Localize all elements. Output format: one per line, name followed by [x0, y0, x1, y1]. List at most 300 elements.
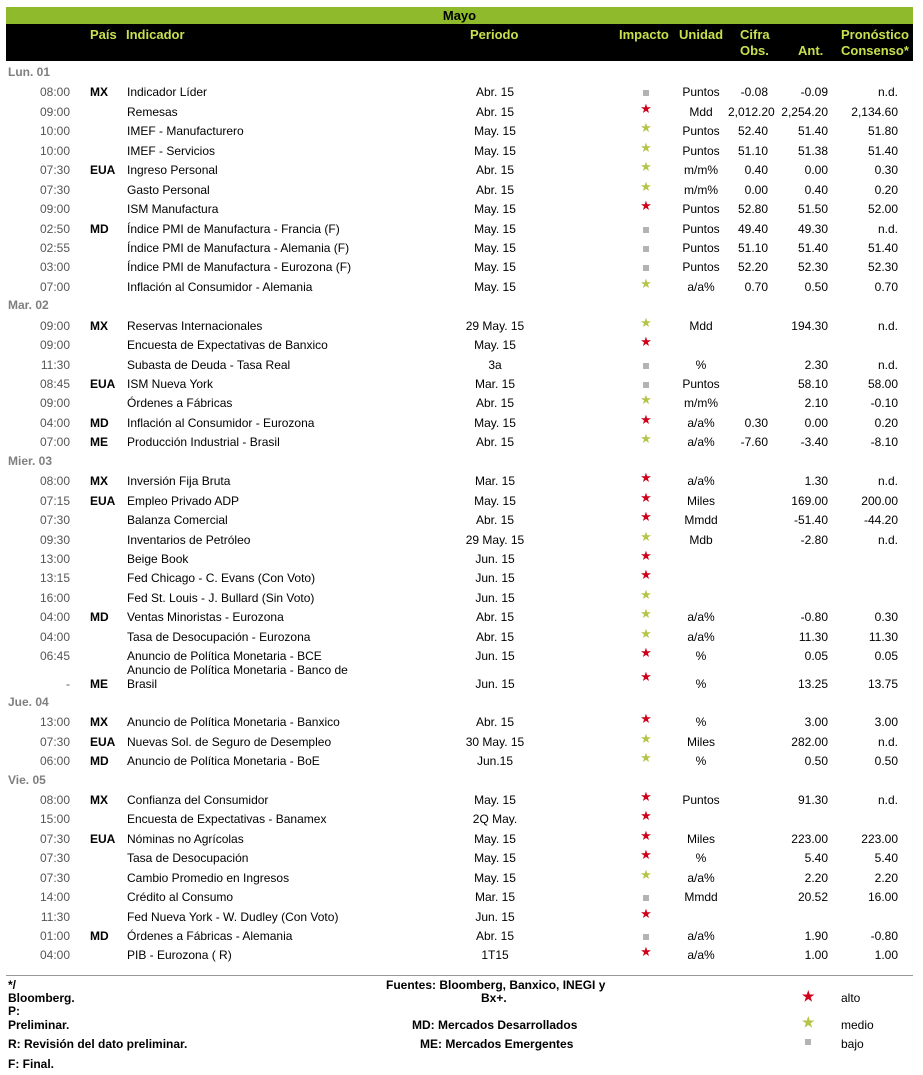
- header-pais: País: [90, 27, 117, 42]
- legend-medium-star-icon: ★: [802, 1014, 815, 1030]
- header-cifra: Cifra: [740, 27, 770, 42]
- event-period: 29 May. 15: [465, 532, 525, 547]
- event-time: 06:00: [39, 754, 70, 769]
- impact-high-icon: ★: [640, 668, 652, 684]
- event-time: 08:00: [39, 85, 70, 100]
- impact-medium-icon: ★: [640, 730, 652, 746]
- event-period: Mar. 15: [474, 377, 516, 391]
- event-country: EUA: [90, 163, 116, 178]
- event-consenso: 2.20: [874, 870, 898, 885]
- event-indicator: Fed St. Louis - J. Bullard (Sin Voto): [127, 590, 315, 605]
- event-cifra-obs: 0.30: [744, 415, 768, 430]
- event-period: Abr. 15: [475, 513, 515, 528]
- event-country: ME: [90, 435, 108, 450]
- event-consenso: 2,134.60: [851, 104, 898, 119]
- event-indicator: Empleo Privado ADP: [127, 493, 240, 508]
- event-period: Abr. 15: [475, 610, 515, 625]
- impact-high-icon: ★: [640, 489, 652, 505]
- event-time: 07:30: [39, 163, 70, 178]
- event-indicator: IMEF - Manufacturero: [127, 124, 244, 139]
- event-cifra-obs: 49.40: [737, 221, 768, 236]
- impact-high-icon: ★: [640, 905, 652, 921]
- event-unit: Puntos: [682, 143, 720, 158]
- event-consenso: 0.20: [874, 182, 898, 197]
- event-anterior: -2.80: [800, 532, 828, 547]
- event-unit: Mmdd: [684, 513, 718, 528]
- event-anterior: -3.40: [800, 435, 828, 450]
- impact-high-icon: ★: [640, 711, 652, 727]
- event-indicator: Nuevas Sol. de Seguro de Desempleo: [127, 734, 332, 749]
- event-consenso: n.d.: [877, 318, 898, 333]
- event-period: 30 May. 15: [465, 734, 525, 749]
- event-country: MD: [90, 929, 109, 944]
- impact-medium-icon: ★: [640, 392, 652, 408]
- event-time: 07:30: [39, 851, 70, 866]
- event-anterior: 3.00: [804, 715, 828, 730]
- legend-low-square-icon: [805, 1039, 811, 1045]
- month-title: Mayo: [6, 7, 913, 24]
- event-period: Jun.15: [476, 754, 514, 769]
- event-indicator: Gasto Personal: [127, 182, 210, 197]
- impact-high-icon: ★: [640, 944, 652, 960]
- table-row: [0, 847, 923, 866]
- event-unit: Mdd: [689, 104, 713, 119]
- event-time: 04:00: [39, 948, 70, 963]
- event-unit: Puntos: [682, 240, 720, 255]
- event-consenso: 51.40: [867, 143, 898, 158]
- table-row: [0, 808, 923, 827]
- event-anterior: 58.10: [797, 377, 828, 391]
- event-period: Jun. 15: [475, 649, 515, 664]
- table-row: [0, 567, 923, 586]
- impact-low-icon: [636, 358, 656, 372]
- impact-high-icon: ★: [640, 645, 652, 661]
- event-cifra-obs: 0.00: [744, 182, 768, 197]
- event-consenso: 52.30: [867, 260, 898, 275]
- event-country: MD: [90, 610, 109, 625]
- event-anterior: 5.40: [804, 851, 828, 866]
- impact-high-icon: ★: [640, 847, 652, 863]
- event-time: 02:55: [39, 240, 70, 255]
- event-period: Abr. 15: [475, 104, 515, 119]
- impact-high-icon: ★: [640, 198, 652, 214]
- event-time: 04:00: [39, 415, 70, 430]
- impact-medium-icon: ★: [640, 159, 652, 175]
- event-anterior: 51.40: [797, 240, 828, 255]
- event-anterior: 51.50: [797, 202, 828, 217]
- event-time: 07:30: [39, 734, 70, 749]
- event-indicator: IMEF - Servicios: [127, 143, 216, 158]
- day-label: Mier. 03: [8, 453, 53, 468]
- event-unit: %: [695, 754, 707, 769]
- event-consenso: -0.80: [870, 929, 898, 944]
- event-unit: Puntos: [682, 85, 720, 100]
- event-unit: a/a%: [687, 629, 715, 644]
- event-anterior: 0.40: [804, 182, 828, 197]
- event-indicator: Cambio Promedio en Ingresos: [127, 870, 290, 885]
- header-indicador: Indicador: [126, 27, 185, 42]
- event-consenso: n.d.: [877, 221, 898, 236]
- event-cifra-obs: 52.40: [737, 124, 768, 139]
- event-indicator: Crédito al Consumo: [127, 890, 234, 905]
- event-cifra-obs: 51.10: [737, 240, 768, 255]
- event-indicator: Tasa de Desocupación: [127, 851, 249, 866]
- event-cifra-obs: -7.60: [740, 435, 768, 450]
- calendar-table: [0, 62, 923, 964]
- table-row: [0, 886, 923, 905]
- table-row: [0, 218, 923, 237]
- table-row: [0, 101, 923, 120]
- event-period: May. 15: [474, 202, 516, 217]
- event-indicator: Indicador Líder: [127, 85, 208, 100]
- event-time: 08:45: [39, 377, 70, 391]
- event-consenso: 51.40: [867, 240, 898, 255]
- event-period: May. 15: [474, 831, 516, 846]
- event-period: Jun. 15: [475, 909, 515, 924]
- event-period: May. 15: [474, 124, 516, 139]
- event-anterior: 1.30: [804, 474, 828, 489]
- event-indicator: Ventas Minoristas - Eurozona: [127, 610, 284, 625]
- event-country: ME: [90, 676, 108, 691]
- table-row: [0, 470, 923, 489]
- event-cifra-obs: 52.80: [737, 202, 768, 217]
- event-period: 29 May. 15: [465, 318, 525, 333]
- event-time: 07:30: [39, 182, 70, 197]
- impact-high-icon: ★: [640, 100, 652, 116]
- event-country: MX: [90, 715, 108, 730]
- day-header: [0, 62, 923, 81]
- day-header: [0, 295, 923, 314]
- event-anterior: 49.30: [797, 221, 828, 236]
- event-unit: Puntos: [682, 792, 720, 807]
- table-row: [0, 412, 923, 431]
- event-country: MX: [90, 792, 108, 807]
- header-obs: Obs.: [740, 43, 769, 58]
- event-time: 07:30: [39, 870, 70, 885]
- event-indicator: Anuncio de Política Monetaria - BCE: [127, 649, 322, 664]
- table-row: [0, 140, 923, 159]
- event-country: EUA: [90, 831, 116, 846]
- event-period: Abr. 15: [475, 85, 515, 100]
- event-time: 13:00: [39, 715, 70, 730]
- event-time: 01:00: [39, 929, 70, 944]
- event-unit: m/m%: [684, 182, 718, 197]
- event-period: May. 15: [474, 851, 516, 866]
- event-anterior: 11.30: [798, 629, 828, 644]
- day-header: [0, 692, 923, 711]
- event-time: 13:00: [39, 551, 70, 566]
- event-time: 09:00: [39, 338, 70, 353]
- event-indicator: Anuncio de Política Monetaria - Banco de: [127, 662, 348, 677]
- event-unit: m/m%: [684, 163, 718, 178]
- event-unit: Miles: [686, 734, 715, 749]
- event-unit: a/a%: [687, 870, 715, 885]
- event-period: Abr. 15: [475, 163, 515, 178]
- note-star-2: Bloomberg.: [8, 991, 75, 1005]
- event-period: Jun. 15: [475, 590, 515, 605]
- event-indicator: Inflación al Consumidor - Alemania: [127, 279, 313, 294]
- note-star-1: */: [8, 978, 17, 992]
- event-consenso: 0.20: [874, 415, 898, 430]
- event-consenso: 5.40: [874, 851, 898, 866]
- event-consenso: n.d.: [877, 792, 898, 807]
- event-consenso: 11.30: [868, 629, 898, 644]
- event-anterior: 1.90: [804, 929, 828, 944]
- event-anterior: -0.80: [800, 610, 828, 625]
- table-row: [0, 179, 923, 198]
- event-indicator: Fed Nueva York - W. Dudley (Con Voto): [127, 909, 339, 924]
- event-unit: a/a%: [687, 948, 715, 963]
- event-time: 10:00: [39, 143, 70, 158]
- event-unit: Puntos: [682, 221, 720, 236]
- event-time: 03:00: [39, 260, 70, 275]
- event-anterior: 169.00: [791, 493, 828, 508]
- event-anterior: 2,254.20: [781, 104, 828, 119]
- impact-high-icon: ★: [640, 509, 652, 525]
- event-unit: Mdb: [689, 532, 713, 547]
- table-row: [0, 906, 923, 925]
- sources-1: Fuentes: Bloomberg, Banxico, INEGI y: [386, 978, 606, 992]
- table-row: [0, 828, 923, 847]
- day-label: Lun. 01: [8, 65, 51, 79]
- event-consenso: -8.10: [870, 435, 898, 450]
- impact-high-icon: ★: [640, 411, 652, 427]
- table-row: [0, 626, 923, 645]
- table-row: [0, 606, 923, 625]
- table-row: [0, 120, 923, 139]
- event-consenso: 0.50: [874, 754, 898, 769]
- event-anterior: 194.30: [791, 318, 828, 333]
- event-indicator: Inventarios de Petróleo: [127, 532, 251, 547]
- event-anterior: 2.30: [804, 357, 828, 372]
- table-row: [0, 925, 923, 944]
- event-period: May. 15: [474, 493, 516, 508]
- event-consenso: 200.00: [861, 493, 898, 508]
- event-anterior: 0.05: [804, 649, 828, 664]
- event-unit: %: [695, 676, 707, 691]
- event-consenso: n.d.: [877, 734, 898, 749]
- event-unit: a/a%: [687, 279, 715, 294]
- event-period: May. 15: [474, 870, 516, 885]
- event-anterior: -0.09: [800, 85, 828, 100]
- event-unit: %: [695, 649, 707, 664]
- event-indicator: Índice PMI de Manufactura - Alemania (F): [127, 240, 350, 255]
- event-anterior: 20.52: [797, 890, 828, 905]
- table-header: [6, 24, 913, 61]
- day-label: Jue. 04: [8, 694, 49, 709]
- event-country: MD: [90, 221, 109, 236]
- table-row: [0, 509, 923, 528]
- event-consenso: 16.00: [867, 890, 898, 905]
- event-period: 1T15: [481, 948, 509, 963]
- footer-divider: [6, 975, 913, 976]
- event-time: 07:30: [39, 831, 70, 846]
- table-row: [0, 490, 923, 509]
- table-row: [0, 711, 923, 730]
- event-unit: Mmdd: [684, 890, 718, 905]
- impact-low-icon: [636, 377, 656, 391]
- event-period: May. 15: [474, 240, 516, 255]
- header-consenso: Consenso*: [841, 43, 909, 58]
- legend-medium-label: medio: [841, 1018, 874, 1032]
- event-consenso: -0.10: [870, 396, 898, 411]
- event-consenso: 3.00: [874, 715, 898, 730]
- event-country: MD: [90, 754, 109, 769]
- event-indicator-line2: Brasil: [127, 676, 158, 691]
- event-consenso: n.d.: [877, 85, 898, 100]
- event-anterior: 282.00: [791, 734, 828, 749]
- event-unit: %: [695, 851, 707, 866]
- event-cifra-obs: 0.70: [744, 279, 768, 294]
- impact-low-icon: [636, 929, 656, 943]
- table-row: [0, 159, 923, 178]
- event-unit: Mdd: [689, 318, 713, 333]
- event-anterior: 13.25: [797, 676, 828, 691]
- impact-medium-icon: ★: [640, 120, 652, 136]
- impact-medium-icon: ★: [640, 586, 652, 602]
- event-period: Abr. 15: [475, 715, 515, 730]
- impact-low-icon: [636, 890, 656, 904]
- event-period: Abr. 15: [475, 929, 515, 944]
- event-consenso: n.d.: [877, 474, 898, 489]
- event-time: 13:15: [39, 571, 70, 586]
- event-country: MX: [90, 85, 108, 100]
- day-header: [0, 451, 923, 470]
- event-anterior: 0.00: [804, 163, 828, 178]
- event-time: 11:30: [40, 909, 70, 924]
- event-consenso: 58.00: [867, 377, 898, 391]
- event-period: Jun. 15: [475, 571, 515, 586]
- table-row: [0, 334, 923, 353]
- table-row: [0, 548, 923, 567]
- event-period: Mar. 15: [474, 474, 516, 489]
- impact-medium-icon: ★: [640, 750, 652, 766]
- event-indicator: Encuesta de Expectativas - Banamex: [127, 812, 327, 827]
- event-time: 04:00: [39, 610, 70, 625]
- note-p-2: Preliminar.: [8, 1018, 70, 1032]
- legend-high-star-icon: ★: [802, 988, 815, 1004]
- day-label: Mar. 02: [8, 298, 49, 313]
- event-indicator: Confianza del Consumidor: [127, 792, 269, 807]
- legend-high-label: alto: [841, 991, 861, 1005]
- event-indicator: Reservas Internacionales: [127, 318, 263, 333]
- sources-2: Bx+.: [481, 991, 507, 1005]
- event-anterior: 91.30: [797, 792, 828, 807]
- event-time: 04:00: [39, 629, 70, 644]
- table-row: [0, 731, 923, 750]
- event-indicator: Anuncio de Política Monetaria - BoE: [127, 754, 320, 769]
- event-time: 08:00: [39, 792, 70, 807]
- impact-medium-icon: ★: [640, 314, 652, 330]
- event-time: 09:30: [39, 532, 70, 547]
- event-indicator: Beige Book: [127, 551, 189, 566]
- legend-me: ME: Mercados Emergentes: [420, 1037, 574, 1051]
- event-time: 09:00: [39, 396, 70, 411]
- event-indicator: Subasta de Deuda - Tasa Real: [127, 357, 291, 372]
- note-r: R: Revisión del dato preliminar.: [8, 1037, 188, 1051]
- table-row: [0, 198, 923, 217]
- event-consenso: 0.05: [874, 649, 898, 664]
- event-unit: a/a%: [687, 415, 715, 430]
- impact-high-icon: ★: [640, 808, 652, 824]
- event-unit: Puntos: [682, 124, 720, 139]
- note-p-1: P:: [8, 1004, 20, 1018]
- event-period: Jun. 15: [475, 676, 515, 691]
- event-time: -: [66, 676, 70, 691]
- event-period: May. 15: [474, 221, 516, 236]
- event-indicator: ISM Nueva York: [127, 377, 214, 391]
- event-country: MX: [90, 318, 108, 333]
- header-impacto: Impacto: [619, 27, 669, 42]
- table-row: [0, 529, 923, 548]
- event-anterior: 1.00: [804, 948, 828, 963]
- event-country: EUA: [90, 493, 116, 508]
- day-header: [0, 770, 923, 789]
- event-anterior: 0.50: [804, 754, 828, 769]
- event-cifra-obs: 52.20: [737, 260, 768, 275]
- legend-md: MD: Mercados Desarrollados: [412, 1018, 578, 1032]
- event-cifra-obs: -0.08: [740, 85, 768, 100]
- table-row: [0, 256, 923, 275]
- event-unit: a/a%: [687, 474, 715, 489]
- event-time: 07:15: [39, 493, 70, 508]
- event-indicator: Ingreso Personal: [127, 163, 218, 178]
- event-unit: %: [695, 715, 707, 730]
- table-row: [0, 81, 923, 100]
- event-anterior: 223.00: [791, 831, 828, 846]
- event-indicator: Órdenes a Fábricas - Alemania: [127, 929, 293, 944]
- table-row: [0, 944, 923, 963]
- event-period: 3a: [488, 357, 502, 372]
- event-anterior: 51.40: [797, 124, 828, 139]
- header-unidad: Unidad: [679, 27, 724, 42]
- event-anterior: 2.10: [804, 396, 828, 411]
- event-country: EUA: [90, 377, 116, 391]
- header-pronostico: Pronóstico: [841, 27, 909, 42]
- impact-high-icon: ★: [640, 788, 652, 804]
- event-consenso: n.d.: [877, 532, 898, 547]
- event-time: 06:45: [39, 649, 70, 664]
- event-period: May. 15: [474, 260, 516, 275]
- day-label: Vie. 05: [8, 772, 46, 787]
- impact-medium-icon: ★: [640, 528, 652, 544]
- table-row: [0, 392, 923, 411]
- event-indicator: Remesas: [127, 104, 178, 119]
- table-row: [0, 587, 923, 606]
- event-consenso: 51.80: [867, 124, 898, 139]
- table-row: [0, 662, 923, 692]
- impact-high-icon: ★: [640, 827, 652, 843]
- event-indicator: Anuncio de Política Monetaria - Banxico: [127, 715, 340, 730]
- event-anterior: 51.38: [797, 143, 828, 158]
- event-country: EUA: [90, 734, 116, 749]
- table-row: [0, 750, 923, 769]
- event-unit: Miles: [686, 831, 715, 846]
- event-indicator: Balanza Comercial: [127, 513, 228, 528]
- event-consenso: 0.30: [874, 163, 898, 178]
- event-cifra-obs: 51.10: [737, 143, 768, 158]
- event-anterior: -51.40: [793, 513, 828, 528]
- event-period: May. 15: [474, 338, 516, 353]
- impact-medium-icon: ★: [640, 431, 652, 447]
- event-period: May. 15: [474, 415, 516, 430]
- event-indicator: Inflación al Consumidor - Eurozona: [127, 415, 315, 430]
- event-period: May. 15: [474, 792, 516, 807]
- event-time: 11:30: [40, 357, 70, 372]
- event-unit: %: [695, 357, 707, 372]
- event-period: Jun. 15: [475, 551, 515, 566]
- impact-high-icon: ★: [640, 334, 652, 350]
